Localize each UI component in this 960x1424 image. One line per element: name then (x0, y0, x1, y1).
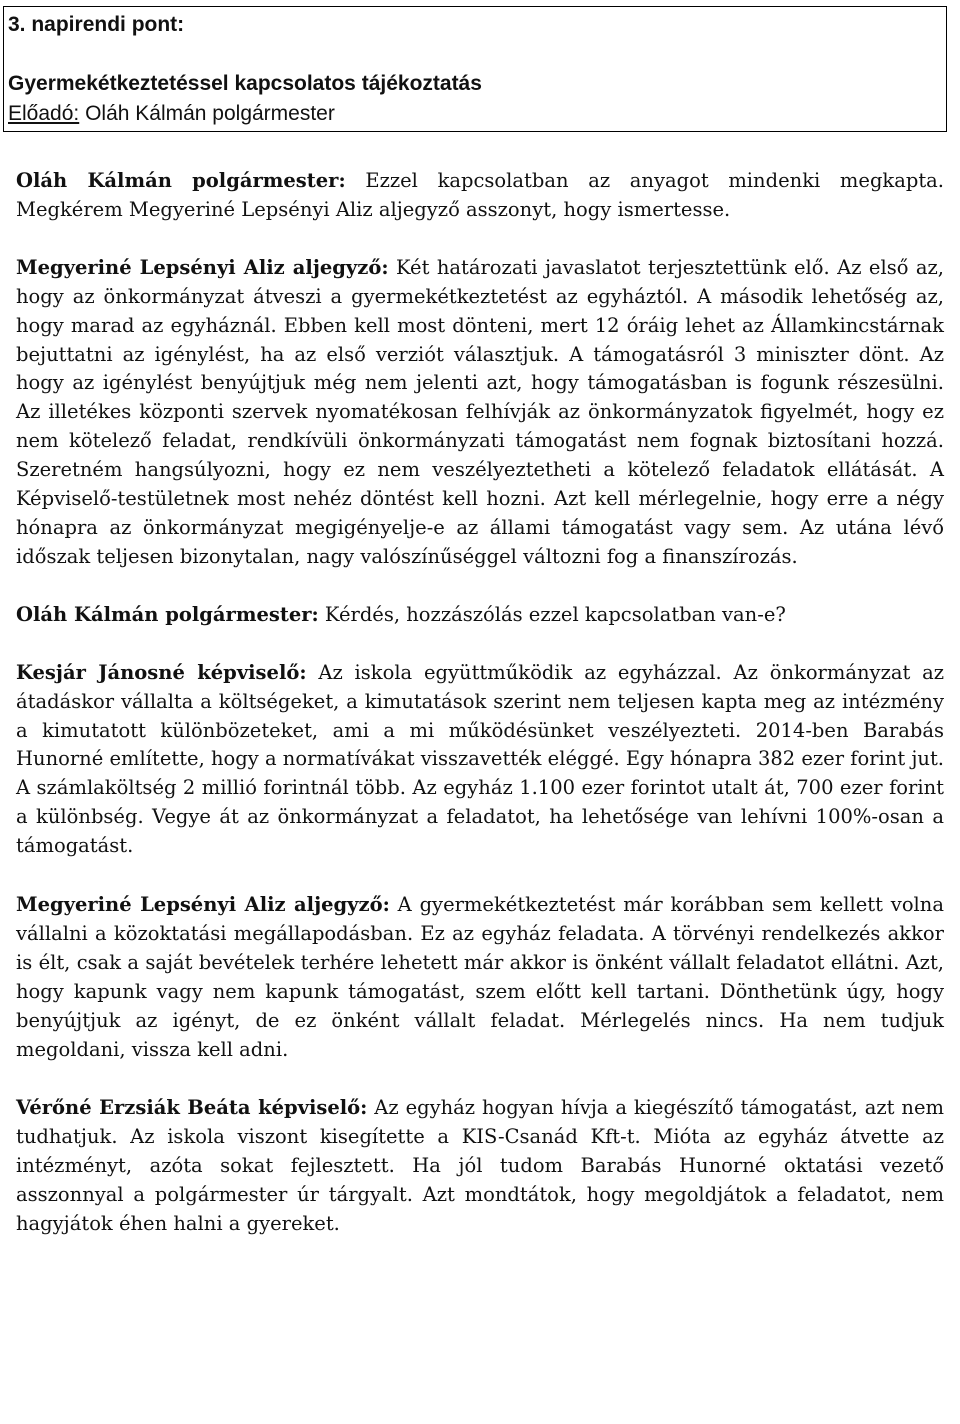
spacer (16, 572, 944, 601)
spacer (16, 225, 944, 254)
paragraph-text: Az egyház hogyan hívja a kiegészítő támogatást, azt nem tudhatjuk. Az iskola viszont kisegítette a KIS-Csanád Kft-t. Mióta az egyház átvette az intézményt, azóta sokat fejlesztett. Ha jól tudom Barabás Hunorné oktatási vezető asszonnyal a polgármester úr tárgyalt. Azt mondtátok, hogy megoldjátok a feladatot, nem hagyjátok éhen halni a gyereket. (16, 1096, 944, 1236)
spacer (16, 1064, 944, 1094)
speaker-name: Megyeriné Lepsényi Aliz aljegyző: (16, 893, 390, 917)
agenda-presenter (8, 99, 942, 131)
paragraph-text: Kérdés, hozzászólás ezzel kapcsolatban van-e? (318, 602, 786, 626)
paragraph-3 (16, 601, 944, 630)
spacer (16, 861, 944, 891)
paragraph-text: Az iskola együttműködik az egyházzal. Az önkormányzat az átadáskor vállalta a költségeket, a kimutatások szerint nem teljesen kapta meg az intézmény a kimutatott különbözeteket, ami a mi működésünket veszélyezteti. 2014-ben Barabás Hunorné említette, hogy a normatívákat visszavették eléggé. Egy hónapra 382 ezer forint jut. A számlaköltség 2 millió forintnál több. Az egyház 1.100 ezer forintot utalt át, 700 ezer forint a különbség. Vegye át az önkormányzat a feladatot, ha lehetősége van lehívni 100%-osan a támogatást. (16, 660, 945, 858)
spacer (16, 630, 944, 659)
paragraph-text: Két határozati javaslatot terjesztettünk elő. Az első az, hogy az önkormányzat átveszi a gyermekétkeztetést az egyháztól. A második lehetőség az, hogy marad az egyháznál. Ebben kell most dönteni, mert 12 óráig lehet az Államkincstárnak bejuttatni az igénylést, ha az első verziót választjuk. A támogatásról 3 miniszter dönt. Az hogy az igénylést benyújtjuk még nem jelenti azt, hogy támogatásban is fogunk részesülni. Az illetékes központi szervek nyomatékosan felhívják az önkormányzatok figyelmét, hogy ez nem kötelező feladat, rendkívüli önkormányzati támogatást nem fognak biztosítani hozzá. Szeretném hangsúlyozni, hogy ez nem veszélyeztetheti a kötelező feladatok ellátását. A Képviselő-testületnek most nehéz döntést kell hozni. Azt kell mérlegelnie, hogy erre a négy hónapra az önkormányzat megigényelje-e az állami támogatást vagy sem. Az utána lévő időszak teljesen bizonytalan, nagy valószínűséggel változni fog a finanszírozás. (16, 255, 944, 568)
agenda-title: Gyermekétkeztetéssel kapcsolatos tájékoztatás (8, 72, 482, 95)
presenter-label: Előadó: (8, 102, 80, 125)
agenda-number: 3. napirendi pont: (8, 13, 185, 36)
paragraph-text: A gyermekétkeztetést már korábban sem kellett volna vállalni a közoktatási megállapodásban. Ez az egyház feladata. A törvényi rendelkezés akkor is élt, csak a saját bevételek terhére lehetett már akkor is önként vállalt feladatot ellátni. Azt, hogy kapunk vagy nem kapunk támogatást, szem előtt kell tartani. Dönthetünk úgy, hogy benyújtjuk az igényt, de ez önként vállalt feladat. Mérlegelés nincs. Ha nem tudjuk megoldani, vissza kell adni. (16, 893, 944, 1061)
speaker-name: Oláh Kálmán polgármester: (16, 602, 319, 626)
speaker-name: Oláh Kálmán polgármester: (16, 169, 346, 192)
spacer (16, 132, 944, 167)
paragraph-6 (16, 1094, 944, 1239)
speaker-name: Megyeriné Lepsényi Aliz aljegyző: (16, 255, 389, 279)
agenda-spacer (8, 39, 942, 69)
speaker-name: Vérőné Erzsiák Beáta képviselő: (16, 1096, 368, 1120)
speaker-name: Kesjár Jánosné képviselő: (16, 660, 307, 684)
paragraph-5 (16, 891, 944, 1064)
document-page (8, 6, 945, 1239)
paragraph-1 (16, 167, 944, 225)
paragraph-2 (16, 254, 944, 572)
paragraph-text: Ezzel kapcsolatban az anyagot mindenki megkapta. Megkérem Megyeriné Lepsényi Aliz aljegyző asszonyt, hogy ismertesse. (16, 169, 945, 221)
agenda-header-box (3, 6, 947, 132)
paragraph-4 (16, 659, 944, 861)
presenter-name: Oláh Kálmán polgármester (79, 102, 335, 125)
